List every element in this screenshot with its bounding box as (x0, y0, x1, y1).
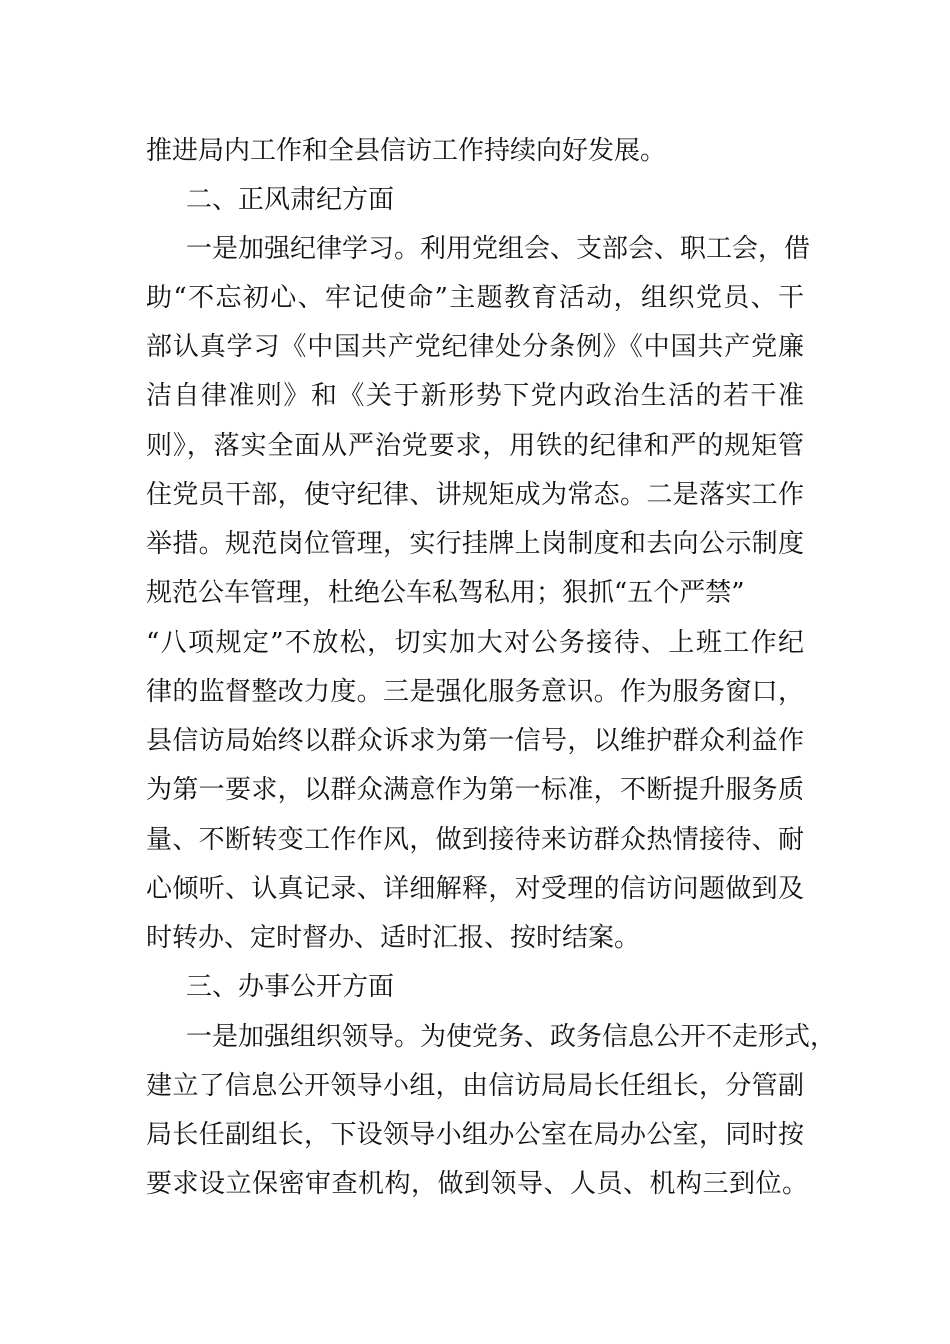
section-heading: 三、办事公开方面 (186, 972, 395, 1002)
text-line: 县信访局始终以群众诉求为第一信号，以维护群众利益作 (146, 726, 804, 756)
text-line: 律的监督整改力度。三是强化服务意识。作为服务窗口， (146, 677, 804, 707)
text-line: 部认真学习《中国共产党纪律处分条例》《中国共产党廉 (146, 332, 804, 362)
text-line: 住党员干部，使守纪律、讲规矩成为常态。二是落实工作 (146, 480, 804, 510)
text-line: 助“不忘初心、牢记使命”主题教育活动，组织党员、干 (146, 283, 804, 313)
text-line: 举措。规范岗位管理，实行挂牌上岗制度和去向公示制度 (146, 529, 804, 559)
text-line: 为第一要求，以群众满意作为第一标准，不断提升服务质 (146, 775, 804, 805)
text-line: 心倾听、认真记录、详细解释，对受理的信访问题做到及 (146, 874, 804, 904)
paragraph-first-line: 一是加强组织领导。为使党务、政务信息公开不走形式， (186, 1022, 837, 1052)
text-line: “八项规定”不放松，切实加大对公务接待、上班工作纪 (146, 628, 804, 658)
text-line: 局长任副组长，下设领导小组办公室在局办公室，同时按 (146, 1120, 804, 1150)
text-line: 推进局内工作和全县信访工作持续向好发展。 (146, 136, 667, 166)
text-line: 规范公车管理，杜绝公车私驾私用；狠抓“五个严禁” (146, 578, 745, 608)
text-line: 量、不断转变工作作风，做到接待来访群众热情接待、耐 (146, 825, 804, 855)
text-line: 要求设立保密审查机构，做到领导、人员、机构三到位。 (146, 1169, 808, 1199)
paragraph-first-line: 一是加强纪律学习。利用党组会、支部会、职工会，借 (186, 234, 811, 264)
text-line: 则》，落实全面从严治党要求，用铁的纪律和严的规矩管 (146, 431, 804, 461)
text-line: 建立了信息公开领导小组，由信访局局长任组长，分管副 (146, 1071, 804, 1101)
text-line: 时转办、定时督办、适时汇报、按时结案。 (146, 923, 641, 953)
section-heading: 二、正风肃纪方面 (186, 185, 395, 215)
text-line: 洁自律准则》和《关于新形势下党内政治生活的若干准 (146, 381, 804, 411)
